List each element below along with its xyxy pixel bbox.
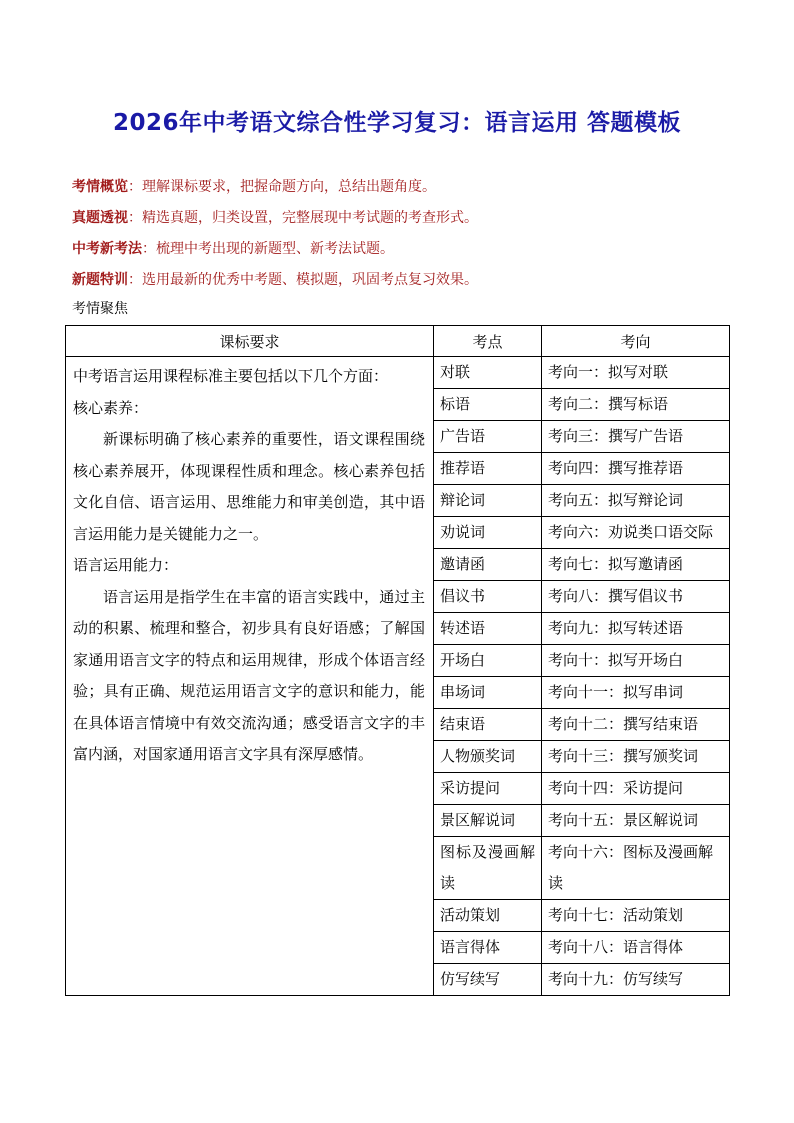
point-cell: 开场白 [434, 645, 542, 677]
direction-cell: 考向十二：撰写结束语 [542, 709, 730, 741]
intro-line [72, 265, 732, 296]
standard-paragraph: 语言运用能力： [73, 556, 179, 574]
header-point: 考点 [434, 326, 542, 357]
point-cell: 辩论词 [434, 485, 542, 517]
point-cell: 人物颁奖词 [434, 741, 542, 773]
intro-block [72, 172, 732, 296]
direction-cell: 考向四：撰写推荐语 [542, 453, 730, 485]
direction-cell: 考向十九：仿写续写 [542, 964, 730, 996]
requirements-table [65, 325, 730, 996]
intro-label: 新题特训 [72, 272, 128, 288]
standard-paragraph: 核心素养： [73, 398, 149, 417]
page-title: 2026年中考语文综合性学习复习：语言运用 答题模板 [112, 110, 682, 136]
standard-paragraph: 语言运用是指学生在丰富的语言实践中，通过主动的积累、梳理和整合，初步具有良好语感；了解国家通用语言文字的特点和运用规律，形成个体语言经验；具有正确、规范运用语言文字的意识和能力，能在具体语言情境中有效交流沟通；感受语言文字的丰富内涵，对国家通用语言文字具有深厚感情。 [73, 587, 425, 763]
point-cell: 活动策划 [434, 900, 542, 932]
point-cell: 标语 [434, 389, 542, 421]
intro-line [72, 172, 732, 203]
table-body [66, 357, 730, 996]
header-direction: 考向 [542, 326, 730, 357]
intro-label: 中考新考法 [72, 241, 142, 257]
direction-cell: 考向七：拟写邀请函 [542, 549, 730, 581]
intro-text: ：理解课标要求，把握命题方向，总结出题角度。 [128, 179, 436, 195]
intro-text: ：选用最新的优秀中考题、模拟题，巩固考点复习效果。 [128, 272, 478, 288]
direction-cell: 考向十八：语言得体 [542, 932, 730, 964]
intro-text: ：精选真题，归类设置，完整展现中考试题的考查形式。 [128, 210, 478, 226]
direction-cell: 考向十四：采访提问 [542, 773, 730, 805]
standard-cell [66, 357, 434, 996]
point-cell: 倡议书 [434, 581, 542, 613]
direction-cell: 考向九：拟写转述语 [542, 613, 730, 645]
point-cell: 对联 [434, 357, 542, 389]
standard-paragraph: 新课标明确了核心素养的重要性，语文课程围绕核心素养展开，体现课程性质和理念。核心素养包括文化自信、语言运用、思维能力和审美创造，其中语言运用能力是关键能力之一。 [73, 430, 425, 543]
direction-cell: 考向十五：景区解说词 [542, 805, 730, 837]
direction-cell: 考向十六：图标及漫画解读 [542, 837, 730, 900]
point-cell: 劝说词 [434, 517, 542, 549]
point-cell: 仿写续写 [434, 964, 542, 996]
point-cell: 语言得体 [434, 932, 542, 964]
direction-cell: 考向三：撰写广告语 [542, 421, 730, 453]
table-row [66, 357, 730, 389]
section-label: 考情聚焦 [72, 301, 128, 317]
direction-cell: 考向十三：撰写颁奖词 [542, 741, 730, 773]
direction-cell: 考向五：拟写辩论词 [542, 485, 730, 517]
point-cell: 转述语 [434, 613, 542, 645]
point-cell: 结束语 [434, 709, 542, 741]
intro-line [72, 234, 732, 265]
intro-line [72, 203, 732, 234]
point-cell: 景区解说词 [434, 805, 542, 837]
direction-cell: 考向六：劝说类口语交际 [542, 517, 730, 549]
point-cell: 广告语 [434, 421, 542, 453]
point-cell: 邀请函 [434, 549, 542, 581]
intro-label: 考情概览 [72, 179, 128, 195]
point-cell: 图标及漫画解读 [434, 837, 542, 900]
intro-text: ：梳理中考出现的新题型、新考法试题。 [142, 241, 394, 257]
header-standard: 课标要求 [66, 326, 434, 357]
direction-cell: 考向一：拟写对联 [542, 357, 730, 389]
direction-cell: 考向八：撰写倡议书 [542, 581, 730, 613]
point-cell: 采访提问 [434, 773, 542, 805]
direction-cell: 考向十一：拟写串词 [542, 677, 730, 709]
direction-cell: 考向十七：活动策划 [542, 900, 730, 932]
direction-cell: 考向十：拟写开场白 [542, 645, 730, 677]
point-cell: 推荐语 [434, 453, 542, 485]
table-header-row [66, 326, 730, 357]
standard-paragraph: 中考语言运用课程标准主要包括以下几个方面： [73, 367, 389, 385]
point-cell: 串场词 [434, 677, 542, 709]
direction-cell: 考向二：撰写标语 [542, 389, 730, 421]
intro-label: 真题透视 [72, 210, 128, 226]
